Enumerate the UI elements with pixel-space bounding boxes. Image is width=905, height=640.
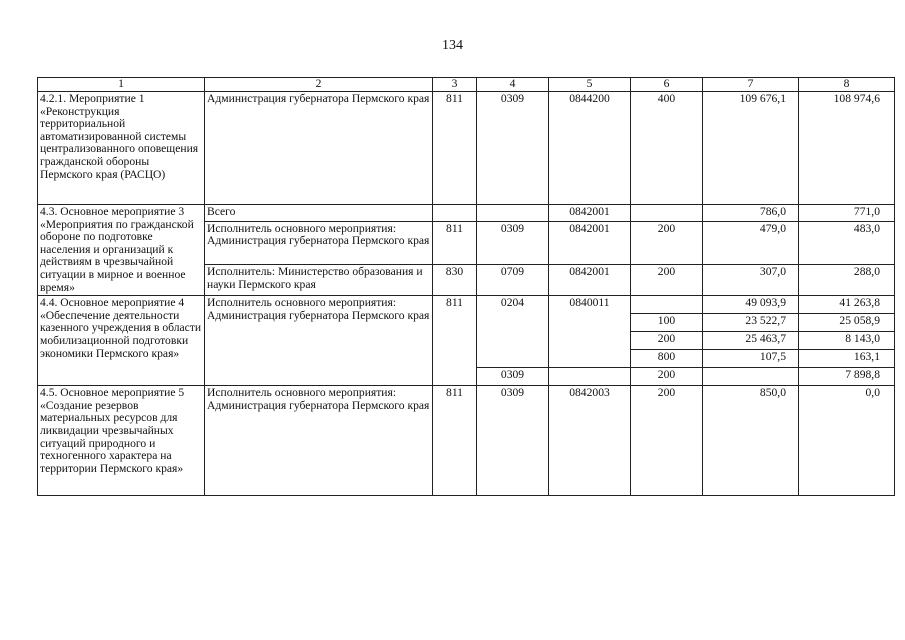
table-header-row xyxy=(38,78,895,92)
csr-cell: 0840011 xyxy=(549,296,631,368)
vr-cell: 200 xyxy=(631,332,703,350)
table-row xyxy=(38,205,895,222)
value-col8: 771,0 xyxy=(799,205,895,222)
executor-cell: Всего xyxy=(205,205,433,222)
value-col7: 49 093,9 xyxy=(703,296,799,314)
rzpr-cell xyxy=(477,205,549,222)
value-col8: 41 263,8 xyxy=(799,296,895,314)
header-cell: 4 xyxy=(477,78,549,92)
value-col8: 108 974,6 xyxy=(799,92,895,205)
executor-cell: Исполнитель основного мероприятия: Администрация губернатора Пермского края xyxy=(205,296,433,386)
measure-name: 4.4. Основное мероприятие 4 «Обеспечение деятельности казенного учреждения в области мобилизационной подготовки экономики Пермского края» xyxy=(38,296,205,386)
vr-cell: 200 xyxy=(631,265,703,296)
csr-cell: 0844200 xyxy=(549,92,631,205)
value-col8: 483,0 xyxy=(799,221,895,265)
value-col7 xyxy=(703,368,799,386)
page-number: 134 xyxy=(442,38,463,53)
csr-cell: 0842001 xyxy=(549,265,631,296)
value-col8: 0,0 xyxy=(799,386,895,496)
csr-cell: 0842003 xyxy=(549,386,631,496)
value-col8: 8 143,0 xyxy=(799,332,895,350)
rzpr-cell: 0709 xyxy=(477,265,549,296)
csr-cell: 0842001 xyxy=(549,205,631,222)
value-col7: 479,0 xyxy=(703,221,799,265)
header-cell: 6 xyxy=(631,78,703,92)
value-col8: 288,0 xyxy=(799,265,895,296)
value-col8: 163,1 xyxy=(799,350,895,368)
table-row xyxy=(38,92,895,205)
measure-name: 4.2.1. Мероприятие 1 «Реконструкция территориальной автоматизированной системы централизованного оповещения гражданской обороны Пермского края (РАСЦО) xyxy=(38,92,205,205)
table-row xyxy=(38,386,895,496)
value-col7: 107,5 xyxy=(703,350,799,368)
grbs-cell: 811 xyxy=(433,296,477,386)
value-col7: 23 522,7 xyxy=(703,314,799,332)
csr-cell xyxy=(549,368,631,386)
value-col8: 7 898,8 xyxy=(799,368,895,386)
vr-cell: 400 xyxy=(631,92,703,205)
vr-cell: 200 xyxy=(631,368,703,386)
vr-cell xyxy=(631,296,703,314)
header-cell: 1 xyxy=(38,78,205,92)
measure-name: 4.3. Основное мероприятие 3 «Мероприятия по гражданской обороне по подготовке населения и организаций к действиям в чрезвычайной ситуации в мирное и военное время» xyxy=(38,205,205,296)
vr-cell: 100 xyxy=(631,314,703,332)
value-col7: 109 676,1 xyxy=(703,92,799,205)
grbs-cell xyxy=(433,205,477,222)
rzpr-cell: 0204 xyxy=(477,296,549,368)
vr-cell: 200 xyxy=(631,386,703,496)
grbs-cell: 811 xyxy=(433,386,477,496)
budget-table xyxy=(37,77,895,496)
executor-cell: Исполнитель: Министерство образования и науки Пермского края xyxy=(205,265,433,296)
rzpr-cell: 0309 xyxy=(477,368,549,386)
vr-cell: 800 xyxy=(631,350,703,368)
vr-cell: 200 xyxy=(631,221,703,265)
executor-cell: Исполнитель основного мероприятия: Администрация губернатора Пермского края xyxy=(205,386,433,496)
value-col7: 786,0 xyxy=(703,205,799,222)
rzpr-cell: 0309 xyxy=(477,221,549,265)
csr-cell: 0842001 xyxy=(549,221,631,265)
measure-name: 4.5. Основное мероприятие 5 «Создание резервов материальных ресурсов для ликвидации чрезвычайных ситуаций природного и техногенного характера на территории Пермского края» xyxy=(38,386,205,496)
rzpr-cell: 0309 xyxy=(477,386,549,496)
grbs-cell: 811 xyxy=(433,92,477,205)
value-col7: 850,0 xyxy=(703,386,799,496)
value-col7: 25 463,7 xyxy=(703,332,799,350)
header-cell: 7 xyxy=(703,78,799,92)
vr-cell xyxy=(631,205,703,222)
executor-cell: Исполнитель основного мероприятия: Администрация губернатора Пермского края xyxy=(205,221,433,265)
header-cell: 2 xyxy=(205,78,433,92)
table-row xyxy=(38,296,895,314)
grbs-cell: 830 xyxy=(433,265,477,296)
header-cell: 3 xyxy=(433,78,477,92)
value-col7: 307,0 xyxy=(703,265,799,296)
header-cell: 5 xyxy=(549,78,631,92)
value-col8: 25 058,9 xyxy=(799,314,895,332)
header-cell: 8 xyxy=(799,78,895,92)
executor-cell: Администрация губернатора Пермского края xyxy=(205,92,433,205)
rzpr-cell: 0309 xyxy=(477,92,549,205)
grbs-cell: 811 xyxy=(433,221,477,265)
